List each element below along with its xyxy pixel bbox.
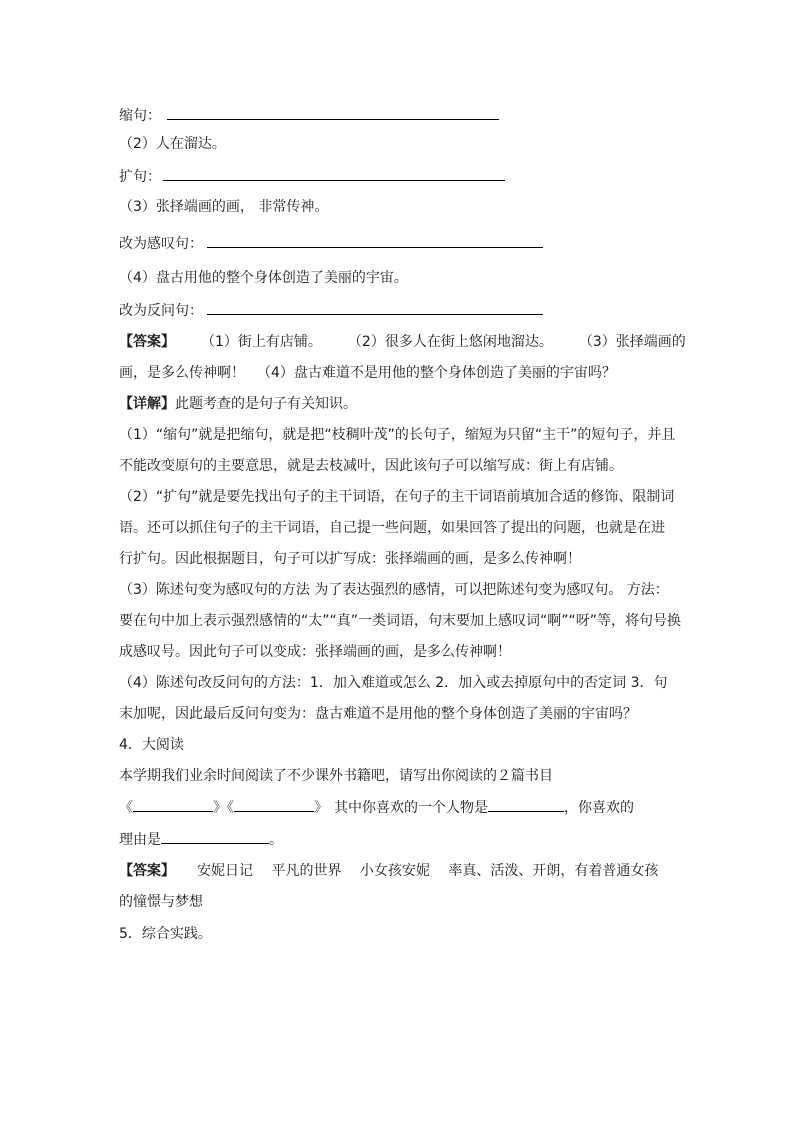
detail-line [119, 394, 679, 414]
q4-heading: 4．大阅读 [119, 737, 184, 753]
detail-4-line-2: 末加呢，因此最后反问句变为：盘古难道不是用他的整个身体创造了美丽的宇宙吗？ [119, 706, 637, 722]
answer-line-2 [119, 363, 679, 383]
book1-open: 《 [119, 800, 133, 816]
q5-heading: 5．综合实践。 [119, 926, 212, 942]
detail-intro: 此题考查的是句子有关知识。 [175, 396, 357, 412]
q4-reason-line [119, 829, 679, 850]
kuoju-line [119, 166, 679, 187]
suoju-label: 缩句： [119, 108, 161, 124]
book2-close: 》 [314, 800, 328, 816]
gantan-blank[interactable] [207, 233, 543, 248]
answer-3b: 画，是多么传神啊！ [119, 365, 245, 381]
item-4: （4）盘古用他的整个身体创造了美丽的宇宙。 [119, 270, 408, 286]
detail-2-line-2: 语。还可以抓住句子的主干词语，自己提一些问题，如果回答了提出的问题，也就是在进 [119, 520, 665, 536]
reason-label: 理由是 [119, 832, 161, 848]
fanwen-label: 改为反问句： [119, 303, 203, 319]
answer-2: （2）很多人在街上悠闲地溜达。 [347, 334, 553, 350]
answer-1: （1）街上有店铺。 [201, 334, 322, 350]
fanwen-line [119, 300, 679, 321]
book1-close: 》 [213, 800, 227, 816]
q4-answer-line-2: 的憧憬与梦想 [119, 894, 203, 910]
detail-1-line-2: 不能改变原句的主要意思，就是去枝减叶，因此该句子可以缩写成：街上有店铺。 [119, 458, 623, 474]
q4-middle: 其中你喜欢的一个人物是 [334, 800, 488, 816]
item-2: （2）人在溜达。 [119, 136, 226, 152]
reason-blank[interactable] [161, 829, 269, 844]
book2-open: 《 [227, 800, 234, 816]
answer-tag: 【答案】 [119, 334, 175, 350]
detail-3-line-2: 要在句中加上表示强烈感情的“太”“真”一类词语，句末要加上感叹词“啊”“呀”等，将句号换 [119, 613, 682, 629]
gantan-label: 改为感叹句： [119, 236, 203, 252]
gantan-line [119, 233, 679, 254]
q4-prompt: 本学期我们业余时间阅读了不少课外书籍吧，请写出你阅读的２篇书目 [119, 768, 553, 784]
book2-blank[interactable] [234, 797, 314, 812]
kuoju-blank[interactable] [163, 166, 505, 181]
book1-blank[interactable] [133, 797, 213, 812]
answer-line-1 [119, 332, 686, 352]
suoju-line [119, 105, 679, 126]
detail-3-line-3: 成感叹号。因此句子可以变成：张择端画的画，是多么传神啊！ [119, 644, 511, 660]
answer-4: （4）盘古难道不是用他的整个身体创造了美丽的宇宙吗？ [257, 365, 616, 381]
q4-after-character: ，你喜欢的 [564, 800, 634, 816]
item-3: （3）张择端画的画， 非常传神。 [119, 199, 329, 215]
detail-1-line-1: （1）“缩句”就是把缩句，就是把“枝稠叶茂”的长句子，缩短为只留“主干”的短句子，并且 [119, 427, 676, 443]
q4-books-line [119, 797, 679, 818]
q4-answer-tag: 【答案】 [119, 863, 175, 879]
character-blank[interactable] [488, 797, 564, 812]
q4-answer-text: 安妮日记 平凡的世界 小女孩安妮 率真、活泼、开朗，有着普通女孩 [197, 863, 659, 879]
detail-2-line-1: （2）“扩句”就是要先找出句子的主干词语，在句子的主干词语前填加合适的修饰、限制词 [119, 489, 675, 505]
detail-2-line-3: 行扩句。因此根据题目，句子可以扩写成：张择端画的画，是多么传神啊！ [119, 551, 581, 567]
kuoju-label: 扩句： [119, 169, 161, 185]
detail-tag: 【详解】 [119, 396, 175, 412]
detail-3-line-1: （3）陈述句变为感叹句的方法 为了表达强烈的感情，可以把陈述句变为感叹句。 方法： [119, 582, 669, 598]
answer-3a: （3）张择端画的 [578, 334, 686, 350]
suoju-blank[interactable] [167, 105, 499, 120]
q4-answer-line-1 [119, 861, 679, 881]
reason-end: 。 [269, 832, 283, 848]
detail-4-line-1: （4）陈述句改反问句的方法：1．加入难道或怎么 2．加入或去掉原句中的否定词 3．句 [119, 675, 668, 691]
fanwen-blank[interactable] [207, 300, 543, 315]
